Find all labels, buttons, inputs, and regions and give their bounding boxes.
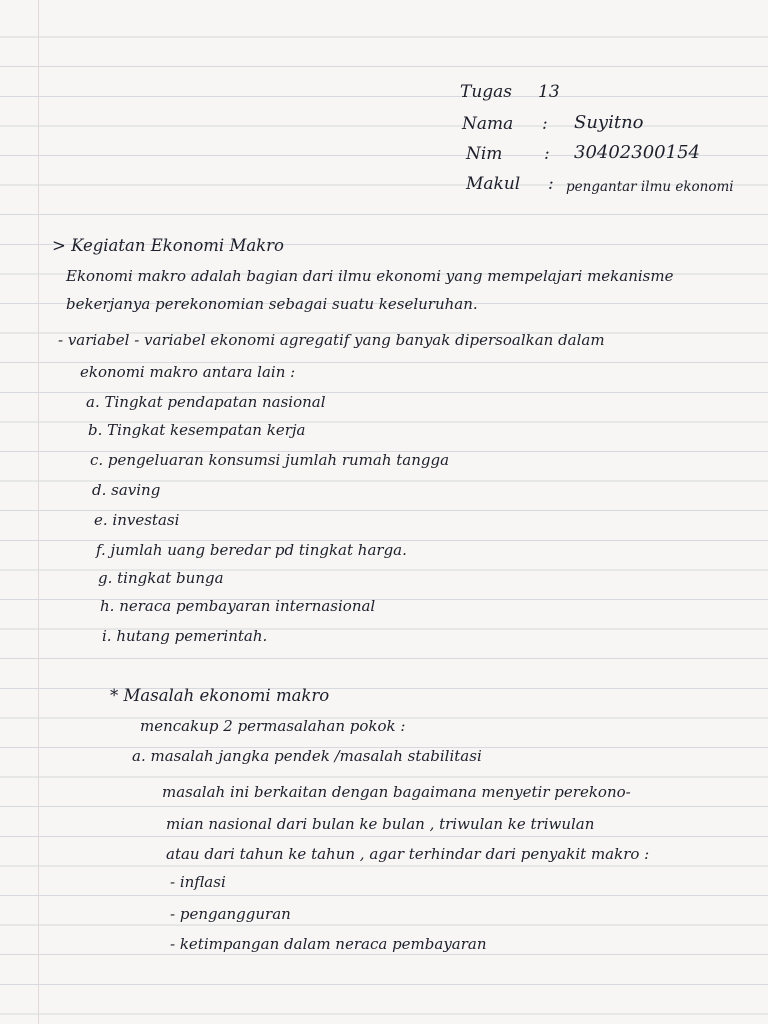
matkul-label: Makul (466, 174, 521, 194)
list-item: f. jumlah uang beredar pd tingkat harga. (96, 541, 407, 559)
section2-title: * Masalah ekonomi makro (110, 686, 330, 705)
list-item: c. pengeluaran konsumsi jumlah rumah tangga (90, 451, 450, 469)
nama-value: Suyitno (574, 112, 644, 133)
matkul-sep: : (548, 174, 554, 194)
list-item: - pengangguran (170, 905, 291, 923)
nim-label: Nim (466, 144, 503, 164)
tugas-label: Tugas (460, 82, 513, 102)
list-item: a. Tingkat pendapatan nasional (86, 393, 326, 411)
description-line-3: atau dari tahun ke tahun , agar terhindar dari penyakit makro : (166, 845, 650, 863)
matkul-value: pengantar ilmu ekonomi (566, 179, 734, 195)
variables-line-2: ekonomi makro antara lain : (80, 363, 296, 381)
list-item: - ketimpangan dalam neraca pembayaran (170, 935, 487, 953)
tugas-value: 13 (538, 82, 560, 102)
section1-title: > Kegiatan Ekonomi Makro (52, 236, 284, 255)
description-line-1: masalah ini berkaitan dengan bagaimana menyetir perekono- (162, 783, 631, 801)
section2-subtitle: mencakup 2 permasalahan pokok : (140, 717, 406, 735)
list-item: g. tingkat bunga (98, 569, 224, 587)
nama-sep: : (542, 114, 548, 134)
description-line-2: mian nasional dari bulan ke bulan , triwulan ke triwulan (166, 815, 595, 833)
definition-line-1: Ekonomi makro adalah bagian dari ilmu ekonomi yang mempelajari mekanisme (66, 267, 674, 285)
list-item: - inflasi (170, 873, 226, 891)
nim-sep: : (544, 144, 550, 164)
nim-value: 30402300154 (574, 142, 700, 163)
nama-label: Nama (462, 114, 514, 134)
point-a: a. masalah jangka pendek /masalah stabilitasi (132, 747, 482, 765)
definition-line-2: bekerjanya perekonomian sebagai suatu keseluruhan. (66, 295, 478, 313)
list-item: i. hutang pemerintah. (102, 627, 268, 645)
list-item: b. Tingkat kesempatan kerja (88, 421, 306, 439)
list-item: h. neraca pembayaran internasional (100, 597, 376, 615)
variables-line-1: - variabel - variabel ekonomi agregatif yang banyak dipersoalkan dalam (58, 331, 605, 349)
margin-line (38, 0, 39, 1024)
list-item: d. saving (92, 481, 161, 499)
list-item: e. investasi (94, 511, 180, 529)
